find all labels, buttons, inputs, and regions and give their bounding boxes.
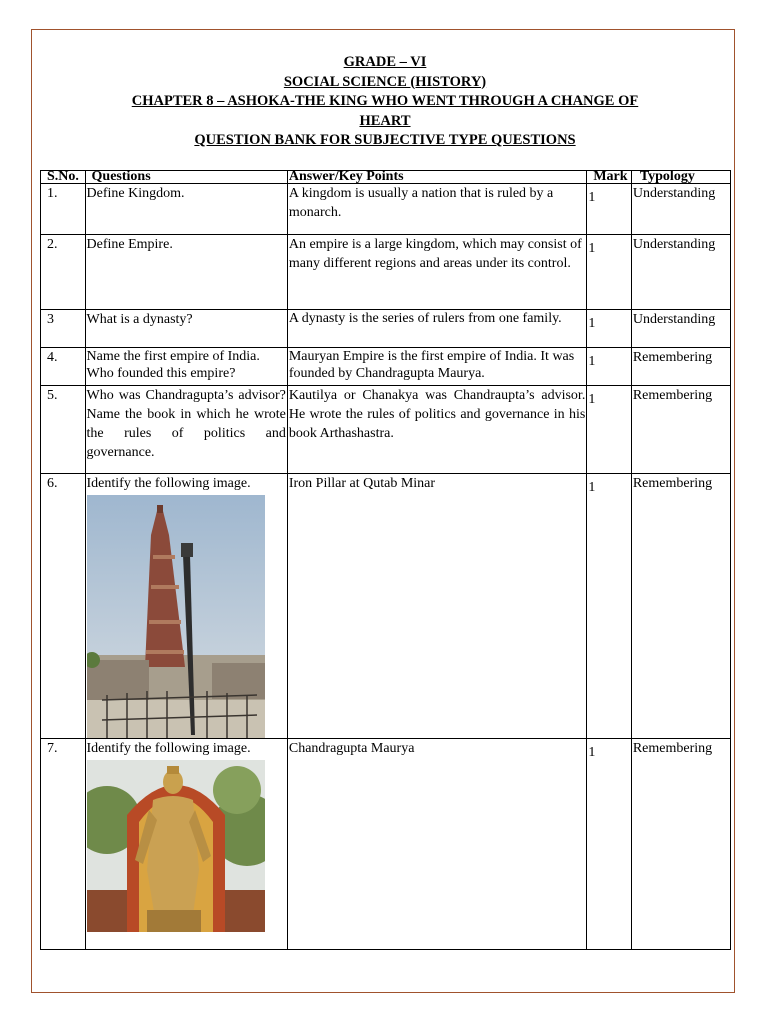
table-header-row (41, 171, 731, 184)
row-mark: 1 (587, 739, 632, 950)
row-question: Identify the following image. (86, 741, 251, 756)
col-header-sno: S.No. (41, 171, 86, 184)
row-mark: 1 (587, 310, 632, 348)
table-row (41, 310, 731, 348)
row-question: Define Empire. (85, 235, 287, 310)
col-header-mark: Mark (587, 171, 632, 184)
table-row (41, 348, 731, 386)
grade-title: GRADE – VI (343, 54, 427, 70)
chandragupta-statue-image (87, 760, 265, 932)
row-answer: A dynasty is the series of rulers from one family. (287, 310, 586, 348)
question-table (40, 170, 731, 950)
row-typology: Understanding (631, 310, 730, 348)
row-mark: 1 (587, 235, 632, 310)
col-header-typology: Typology (631, 171, 730, 184)
row-typology: Remembering (631, 348, 730, 386)
row-sno: 6. (41, 474, 86, 739)
row-sno: 5. (41, 386, 86, 474)
chapter-title-cont: HEART (359, 112, 411, 129)
table-row (41, 235, 731, 310)
row-typology: Remembering (631, 386, 730, 474)
row-answer: A kingdom is usually a nation that is ruled by a monarch. (287, 184, 586, 235)
row-question: Define Kingdom. (85, 184, 287, 235)
row-mark: 1 (587, 474, 632, 739)
row-typology: Remembering (631, 739, 730, 950)
qutab-minar-iron-pillar-image (87, 495, 265, 738)
col-header-questions: Questions (85, 171, 287, 184)
row-answer: Iron Pillar at Qutab Minar (287, 474, 586, 739)
row-sno: 7. (41, 739, 86, 950)
document-header (40, 53, 730, 151)
row-sno: 3 (41, 310, 86, 348)
chapter-title: CHAPTER 8 – ASHOKA-THE KING WHO WENT THROUGH A CHANGE OF (131, 93, 639, 109)
row-mark: 1 (587, 184, 632, 235)
row-question-cell (85, 739, 287, 950)
row-answer: An empire is a large kingdom, which may consist of many different regions and areas under its control. (287, 235, 586, 310)
row-question-cell (85, 474, 287, 739)
row-typology: Understanding (631, 184, 730, 235)
row-typology: Remembering (631, 474, 730, 739)
table-row (41, 184, 731, 235)
row-sno: 4. (41, 348, 86, 386)
row-sno: 2. (41, 235, 86, 310)
row-question: Who was Chandragupta’s advisor? Name the book in which he wrote the rules of politics and governance. (85, 386, 287, 474)
row-sno: 1. (41, 184, 86, 235)
row-answer: Chandragupta Maurya (287, 739, 586, 950)
row-answer: Kautilya or Chanakya was Chandraupta’s advisor. He wrote the rules of politics and governance in his book Arthashastra. (287, 386, 586, 474)
table-row (41, 739, 731, 950)
row-mark: 1 (587, 348, 632, 386)
col-header-answer: Answer/Key Points (287, 171, 586, 184)
row-question: What is a dynasty? (85, 310, 287, 348)
question-bank-title: QUESTION BANK FOR SUBJECTIVE TYPE QUESTIONS (194, 132, 576, 148)
row-question: Name the first empire of India. Who founded this empire? (85, 348, 287, 386)
row-typology: Understanding (631, 235, 730, 310)
row-mark: 1 (587, 386, 632, 474)
subject-title: SOCIAL SCIENCE (HISTORY) (283, 73, 487, 90)
table-row (41, 474, 731, 739)
row-question: Identify the following image. (86, 476, 251, 491)
table-row (41, 386, 731, 474)
row-answer: Mauryan Empire is the first empire of India. It was founded by Chandragupta Maurya. (287, 348, 586, 386)
